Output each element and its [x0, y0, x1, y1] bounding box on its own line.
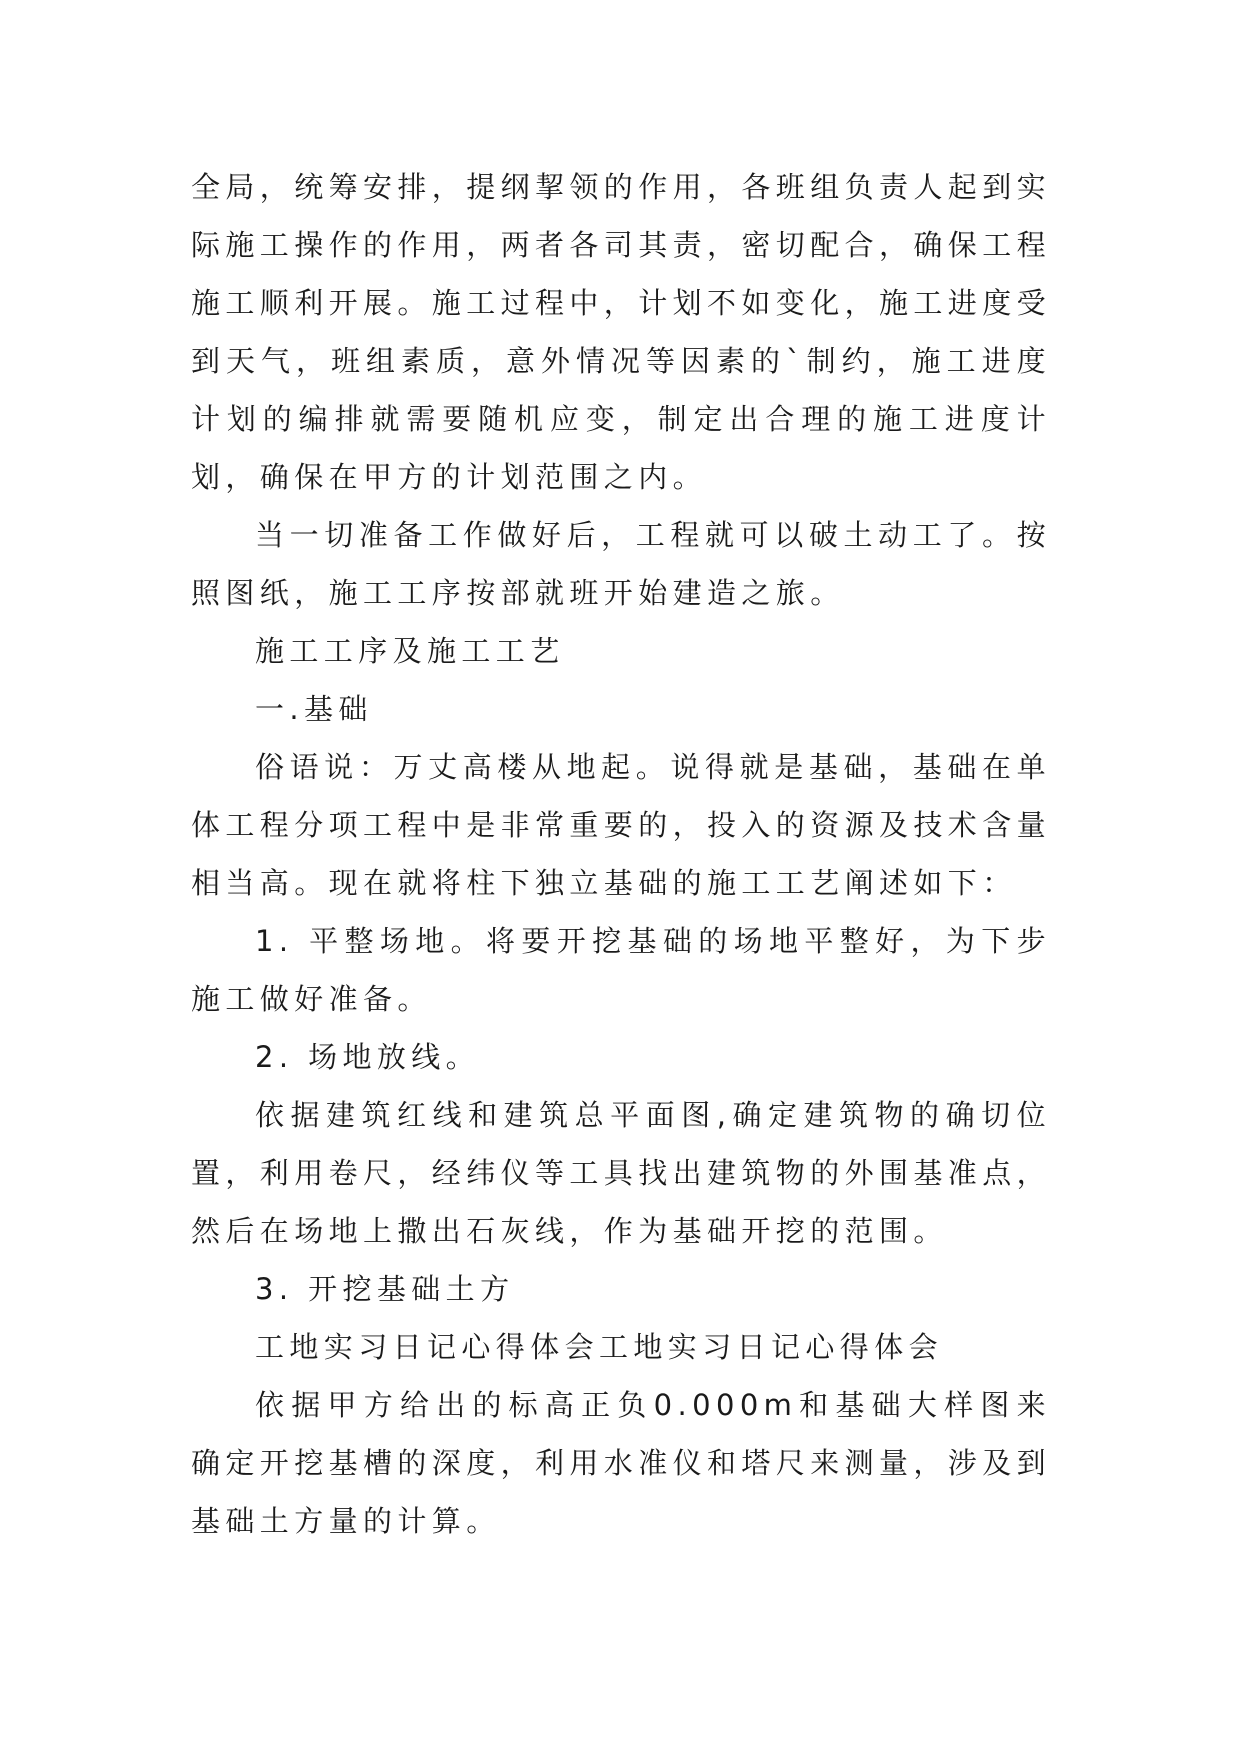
- list-item-2: 2. 场地放线。: [255, 1040, 481, 1074]
- paragraph-1: 全局，统筹安排，提纲挈领的作用，各班组负责人起到实际施工操作的作用，两者各司其责，密切配合，确保工程施工顺利开展。施工过程中，计划不如变化，施工进度受到天气，班组素质，意外情况等因素的`制约，施工进度计划的编排就需要随机应变，制定出合理的施工进度计划，确保在甲方的计划范围之内。: [191, 170, 1052, 494]
- section-heading: 施工工序及施工工艺: [255, 634, 565, 668]
- list-item-1: 1. 平整场地。将要开挖基础的场地平整好，为下步施工做好准备。: [191, 924, 1051, 1016]
- paragraph-3: 俗语说：万丈高楼从地起。说得就是基础，基础在单体工程分项工程中是非常重要的，投入的资源及技术含量相当高。现在就将柱下独立基础的施工工艺阐述如下：: [191, 750, 1052, 900]
- paragraph-4: 依据建筑红线和建筑总平面图,确定建筑物的确切位置，利用卷尺，经纬仪等工具找出建筑物的外围基准点，然后在场地上撒出石灰线，作为基础开挖的范围。: [191, 1098, 1052, 1248]
- list-item-3: 3. 开挖基础土方: [255, 1272, 515, 1306]
- subsection-heading-foundation: 一.基础: [255, 692, 373, 726]
- paragraph-2: 当一切准备工作做好后，工程就可以破土动工了。按照图纸，施工工序按部就班开始建造之旅。: [191, 518, 1051, 610]
- paragraph-5: 工地实习日记心得体会工地实习日记心得体会: [255, 1330, 944, 1364]
- paragraph-6: 依据甲方给出的标高正负0.000m和基础大样图来确定开挖基槽的深度，利用水准仪和塔尺来测量，涉及到基础土方量的计算。: [191, 1388, 1052, 1538]
- document-body: [191, 158, 1051, 1550]
